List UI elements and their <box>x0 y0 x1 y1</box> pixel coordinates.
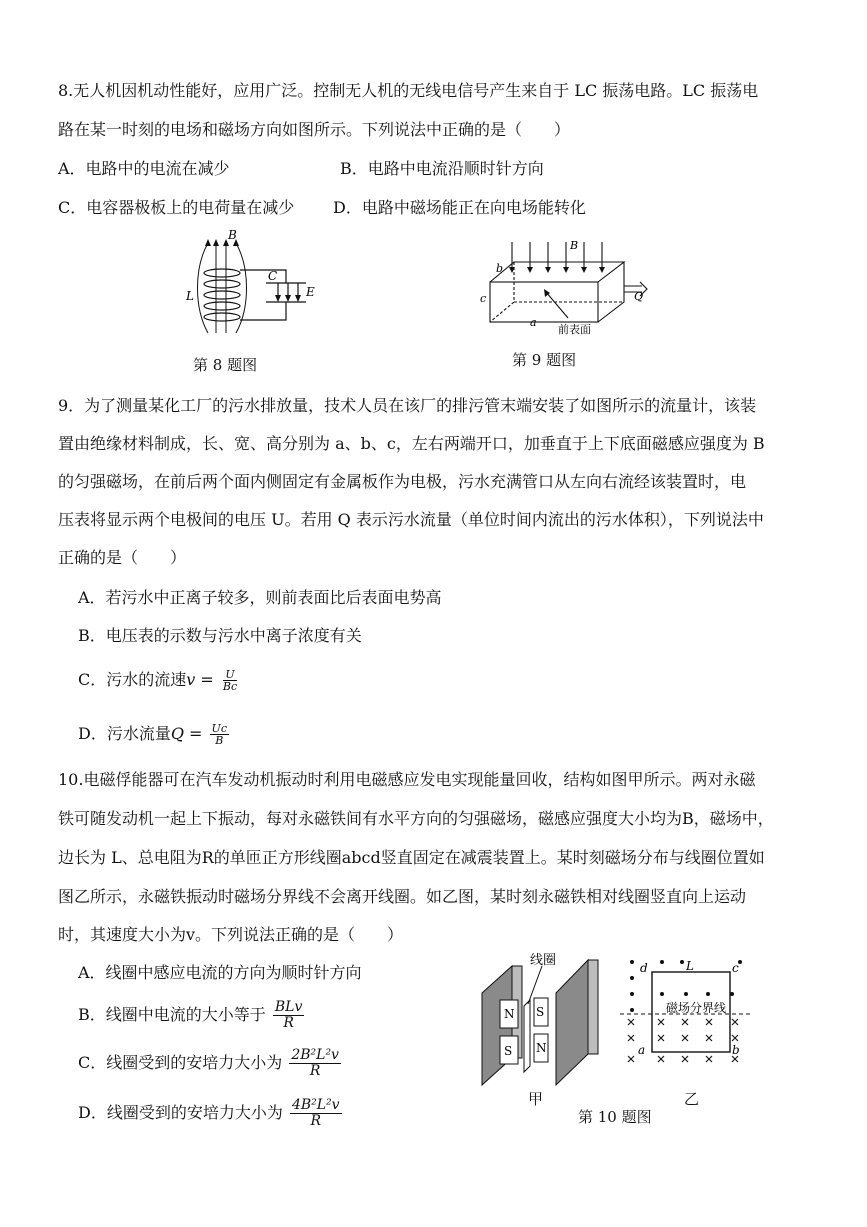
q8-line-1: 8.无人机因机动性能好，应用广泛。控制无人机的无线电信号产生来自于 LC 振荡电路。LC 振荡电 <box>58 81 759 100</box>
q10-option-d-text: D．线圈受到的安培力大小为 <box>78 1103 283 1122</box>
q9-flowmeter-figure <box>478 236 658 346</box>
q10-line-1: 10.电磁俘能器可在汽车发动机振动时利用电磁感应发电实现能量回收，结构如图甲所示。两对永磁 <box>58 770 756 789</box>
q9-option-c-var: v <box>186 670 196 689</box>
q9-option-c: C．污水的流速v = $\frac{U}{Bc}$ <box>78 668 238 693</box>
q10-option-a: A．线圈中感应电流的方向为顺时针方向 <box>78 963 362 982</box>
q8-option-b: B．电路中电流沿顺时针方向 <box>340 159 544 178</box>
q10-yi-label: 乙 <box>684 1090 700 1108</box>
q10-line-2: 铁可随发动机一起上下振动，每对永磁铁间有水平方向的匀强磁场，磁感应强度大小均为B，磁场中， <box>58 809 774 828</box>
q10-option-c-fraction: $\frac{\text{2B²L²v}}{R}$ <box>291 1047 339 1079</box>
q9-option-c-text: C．污水的流速 <box>78 670 187 689</box>
q10-magnet-s-bottom: S <box>504 1044 513 1058</box>
q10-option-b <box>78 1000 304 1031</box>
q9-figure-caption: 第 9 题图 <box>512 351 577 369</box>
q10-option-c <box>78 1048 341 1079</box>
q10-option-d-fraction: $\frac{\text{4B²L²v}}{R}$ <box>291 1097 340 1129</box>
q9-line-3: 的匀强磁场，在前后两个面内侧固定有金属板作为电极，污水充满管口从左向右流经该装置时，电 <box>58 472 747 491</box>
q8-option-a: A．电路中的电流在减少 <box>58 159 230 178</box>
q10-line-3: 边长为 L、总电阻为R的单匝正方形线圈abcd竖直固定在减震装置上。某时刻磁场分布与线圈位置如 <box>58 848 765 867</box>
q10-line-5: 时，其速度大小为v。下列说法正确的是（ ） <box>58 925 404 944</box>
q9-label-a: a <box>530 316 537 329</box>
q9-option-c-fraction: $\frac{U}{Bc}$ <box>222 668 238 693</box>
q8-lc-circuit-figure <box>180 228 320 348</box>
q8-option-d: D．电路中磁场能正在向电场能转化 <box>333 198 586 217</box>
q9-label-b-lower: b <box>496 262 504 275</box>
q9-label-c: c <box>480 292 487 305</box>
q10-jia-label: 甲 <box>528 1090 544 1108</box>
q9-label-q: Q <box>634 290 644 303</box>
q10-option-b-text: B．线圈中电流的大小等于 <box>78 1005 266 1024</box>
q9-line-5: 正确的是（ ） <box>58 548 187 567</box>
q10-corner-d: d <box>640 961 648 975</box>
q8-label-b: B <box>228 228 237 242</box>
q10-figure-jia <box>472 948 612 1088</box>
q8-option-c: C．电容器极板上的电荷量在减少 <box>58 198 295 217</box>
q8-label-l: L <box>186 289 194 303</box>
q9-option-b: B．电压表的示数与污水中离子浓度有关 <box>78 626 362 645</box>
q9-line-2: 置由绝缘材料制成，长、宽、高分别为 a、b、c，左右两端开口，加垂直于上下底面磁感应强度为 B <box>58 434 765 453</box>
q10-magnet-n-bottom: N <box>536 1041 547 1055</box>
q10-option-d <box>78 1098 342 1129</box>
q10-option-c-text: C．线圈受到的安培力大小为 <box>78 1053 283 1072</box>
q9-label-front: 前表面 <box>558 323 591 336</box>
q8-line-2: 路在某一时刻的电场和磁场方向如图所示。下列说法中正确的是（ ） <box>58 120 571 139</box>
q10-option-b-fraction: $\frac{\text{BLv}}{R}$ <box>274 999 303 1031</box>
q10-boundary-label: 磁场分界线 <box>666 1001 727 1015</box>
q8-label-e: E <box>306 285 315 299</box>
q9-option-a: A．若污水中正离子较多，则前表面比后表面电势高 <box>78 588 442 607</box>
q10-coil-label: 线圈 <box>530 953 557 968</box>
q9-option-d-text: D．污水流量 <box>78 724 171 743</box>
q10-yi-label-l: L <box>686 959 694 973</box>
q9-line-1: 9．为了测量某化工厂的污水排放量，技术人员在该厂的排污管末端安装了如图所示的流量计，该装 <box>58 396 757 415</box>
q10-magnet-n-top: N <box>504 1007 515 1021</box>
q10-figure-caption: 第 10 题图 <box>578 1108 652 1126</box>
q8-figure-caption: 第 8 题图 <box>193 356 258 374</box>
q10-figure-yi <box>620 956 760 1071</box>
q10-line-4: 图乙所示，永磁铁振动时磁场分界线不会离开线圈。如乙图，某时刻永磁铁相对线圈竖直向上运动 <box>58 887 747 906</box>
q9-option-d-var: Q <box>170 724 184 743</box>
q9-option-d: D．污水流量Q = $\frac{Uc}{B}$ <box>78 722 227 747</box>
q10-corner-a: a <box>638 1043 646 1057</box>
q9-line-4: 压表将显示两个电极间的电压 U。若用 Q 表示污水流量（单位时间内流出的污水体积），下列说法中 <box>58 510 764 529</box>
q10-corner-b: b <box>732 1043 740 1057</box>
q9-option-d-fraction: $\frac{Uc}{B}$ <box>211 722 227 747</box>
q10-corner-c: c <box>732 961 739 975</box>
q10-magnet-s-top: S <box>536 1005 545 1019</box>
q9-label-b: B <box>570 239 579 252</box>
q8-label-c: C <box>268 269 278 283</box>
